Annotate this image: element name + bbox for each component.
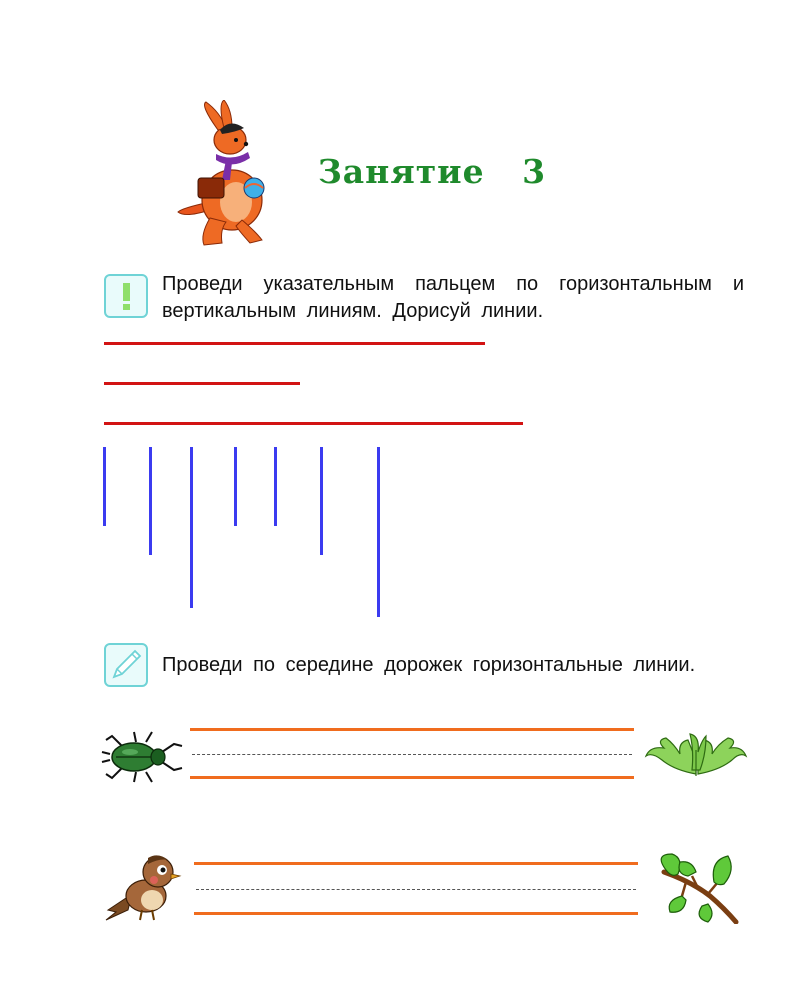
track-top-line: [190, 728, 634, 731]
sparrow-picture: [102, 850, 182, 922]
branch-with-leaves-picture: [652, 852, 742, 924]
track-2: [194, 862, 640, 916]
track-bottom-line: [190, 776, 634, 779]
vertical-line: [320, 447, 323, 555]
vertical-line: [274, 447, 277, 526]
task2-instruction: Проведи по середине дорожек горизонтальные линии.: [162, 654, 696, 676]
pencil-icon: [104, 643, 148, 687]
track-1: [190, 728, 636, 780]
horizontal-line: [104, 382, 300, 385]
track-top-line: [194, 862, 638, 865]
task1-instruction: Проведи указательным пальцем по горизонтальным и вертикальным линиям. Дорисуй линии.: [162, 273, 744, 322]
track-guide-line: [192, 754, 632, 755]
vertical-line: [149, 447, 152, 555]
lesson-title: Занятие 3: [318, 152, 547, 191]
vertical-line: [103, 447, 106, 526]
vertical-line: [190, 447, 193, 608]
beetle-picture: [100, 728, 186, 786]
horizontal-line: [104, 342, 485, 345]
vertical-line: [234, 447, 237, 526]
vertical-line: [377, 447, 380, 617]
kangaroo-illustration: [170, 100, 280, 250]
exclamation-icon: [104, 274, 148, 318]
horizontal-line: [104, 422, 523, 425]
leafy-plant-picture: [644, 730, 748, 780]
track-guide-line: [196, 889, 636, 890]
track-bottom-line: [194, 912, 638, 915]
